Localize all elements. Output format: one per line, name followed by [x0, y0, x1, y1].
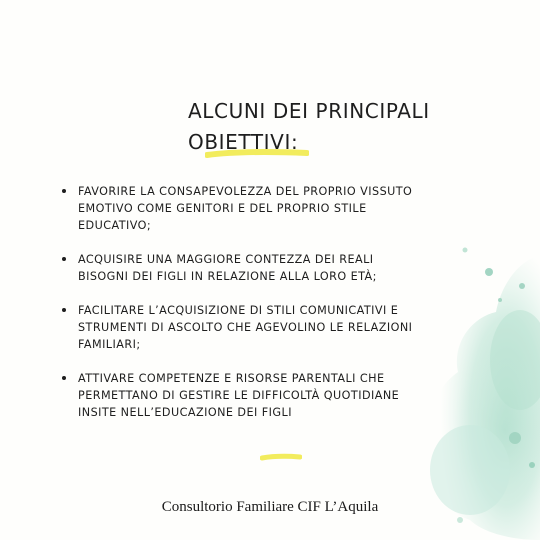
- objective-line: ATTIVARE COMPETENZE E RISORSE PARENTALI CHE: [78, 372, 385, 385]
- objective-line: EDUCATIVO;: [78, 219, 152, 232]
- heading-line-2: OBIETTIVI:: [188, 130, 299, 154]
- bullet-icon: [62, 308, 66, 312]
- objective-item: [62, 370, 452, 421]
- objective-line: STRUMENTI DI ASCOLTO CHE AGEVOLINO LE RELAZIONI: [78, 321, 413, 334]
- objective-item: [62, 302, 452, 353]
- heading-line-1: ALCUNI DEI PRINCIPALI: [188, 99, 430, 123]
- objective-line: FAVORIRE LA CONSAPEVOLEZZA DEL PROPRIO VISSUTO: [78, 185, 413, 198]
- objective-line: ACQUISIRE UNA MAGGIORE CONTEZZA DEI REALI: [78, 253, 374, 266]
- objective-line: BISOGNI DEI FIGLI IN RELAZIONE ALLA LORO ETÀ;: [78, 270, 377, 283]
- footer-organization: Consultorio Familiare CIF L’Aquila: [161, 499, 379, 515]
- bullet-icon: [62, 257, 66, 261]
- objective-line: PERMETTANO DI GESTIRE LE DIFFICOLTÀ QUOTIDIANE: [78, 389, 400, 402]
- objective-line: EMOTIVO COME GENITORI E DEL PROPRIO STILE: [78, 202, 367, 215]
- highlight-stroke-bottom: [260, 452, 302, 462]
- objective-line: FACILITARE L’ACQUISIZIONE DI STILI COMUNICATIVI E: [78, 304, 399, 317]
- objective-item: [62, 183, 452, 234]
- bullet-icon: [62, 189, 66, 193]
- objective-item: [62, 251, 452, 285]
- objective-line: FAMILIARI;: [78, 338, 141, 351]
- highlight-stroke: [205, 146, 309, 160]
- objectives-list: [62, 183, 452, 438]
- objective-line: INSITE NELL’EDUCAZIONE DEI FIGLI: [78, 406, 292, 419]
- bullet-icon: [62, 376, 66, 380]
